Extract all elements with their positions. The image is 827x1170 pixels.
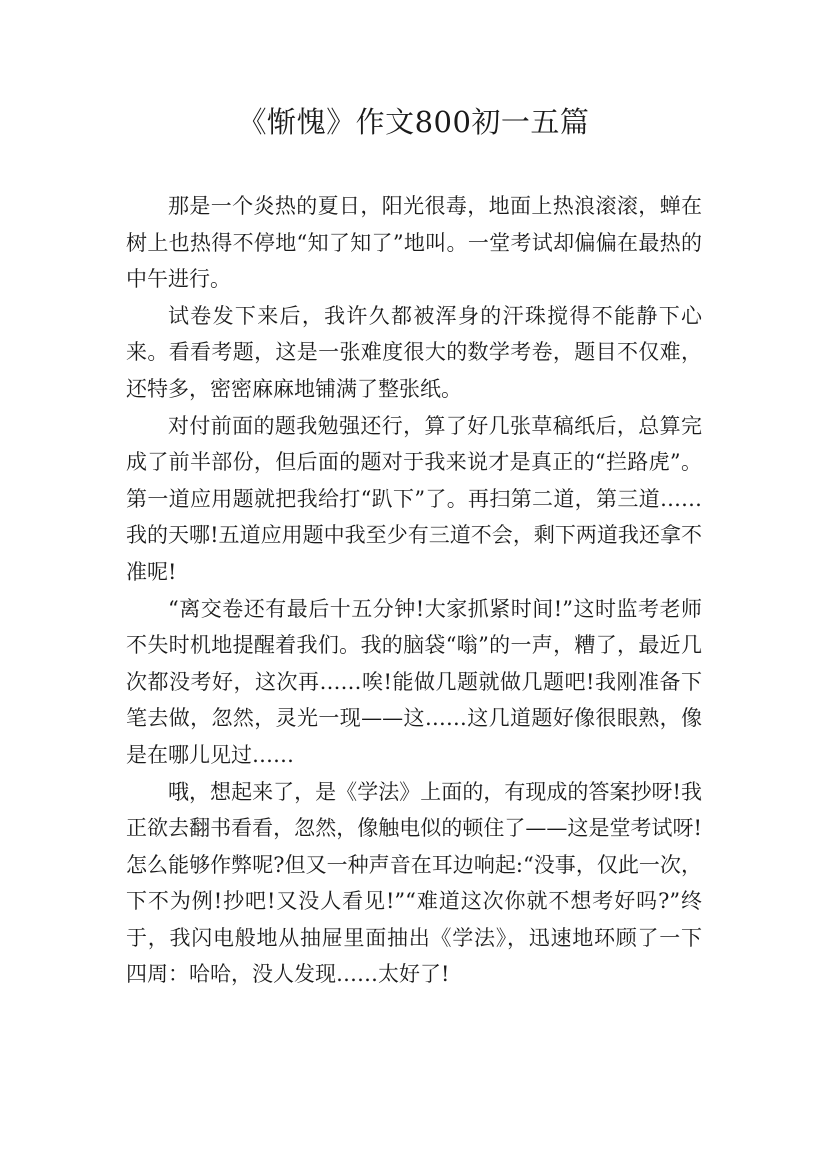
paragraph-2: 试卷发下来后，我许久都被浑身的汗珠搅得不能静下心来。看看考题，这是一张难度很大的数学考卷，题目不仅难，还特多，密密麻麻地铺满了整张纸。 [126, 303, 702, 401]
paragraph-5: 哦，想起来了，是《学法》上面的，有现成的答案抄呀!我正欲去翻书看看，忽然，像触电似的顿住了——这是堂考试呀!怎么能够作弊呢?但又一种声音在耳边响起:“没事，仅此一次，下不为例!抄吧!又没人看见!”“难道这次你就不想考好吗?”终于，我闪电般地从抽屉里面抽出《学法》，迅速地环顾了一下四周：哈哈，没人发现……太好了! [126, 779, 702, 987]
document-title: 《惭愧》作文800初一五篇 [237, 105, 590, 139]
paragraph-1: 那是一个炎热的夏日，阳光很毒，地面上热浪滚滚，蝉在树上也热得不停地“知了知了”地叫。一堂考试却偏偏在最热的中午进行。 [126, 194, 702, 292]
document-body [126, 188, 702, 993]
paragraph-3: 对付前面的题我勉强还行，算了好几张草稿纸后，总算完成了前半部份，但后面的题对于我来说才是真正的“拦路虎”。第一道应用题就把我给打“趴下”了。再扫第二道，第三道……我的天哪!五道应用题中我至少有三道不会，剩下两道我还拿不准呢! [126, 413, 702, 584]
paragraph-4: “离交卷还有最后十五分钟!大家抓紧时间!”这时监考老师不失时机地提醒着我们。我的脑袋“嗡”的一声，糟了，最近几次都没考好，这次再……唉!能做几题就做几题吧!我刚准备下笔去做，忽然，灵光一现——这……这几道题好像很眼熟，像是在哪儿见过…… [126, 596, 702, 767]
